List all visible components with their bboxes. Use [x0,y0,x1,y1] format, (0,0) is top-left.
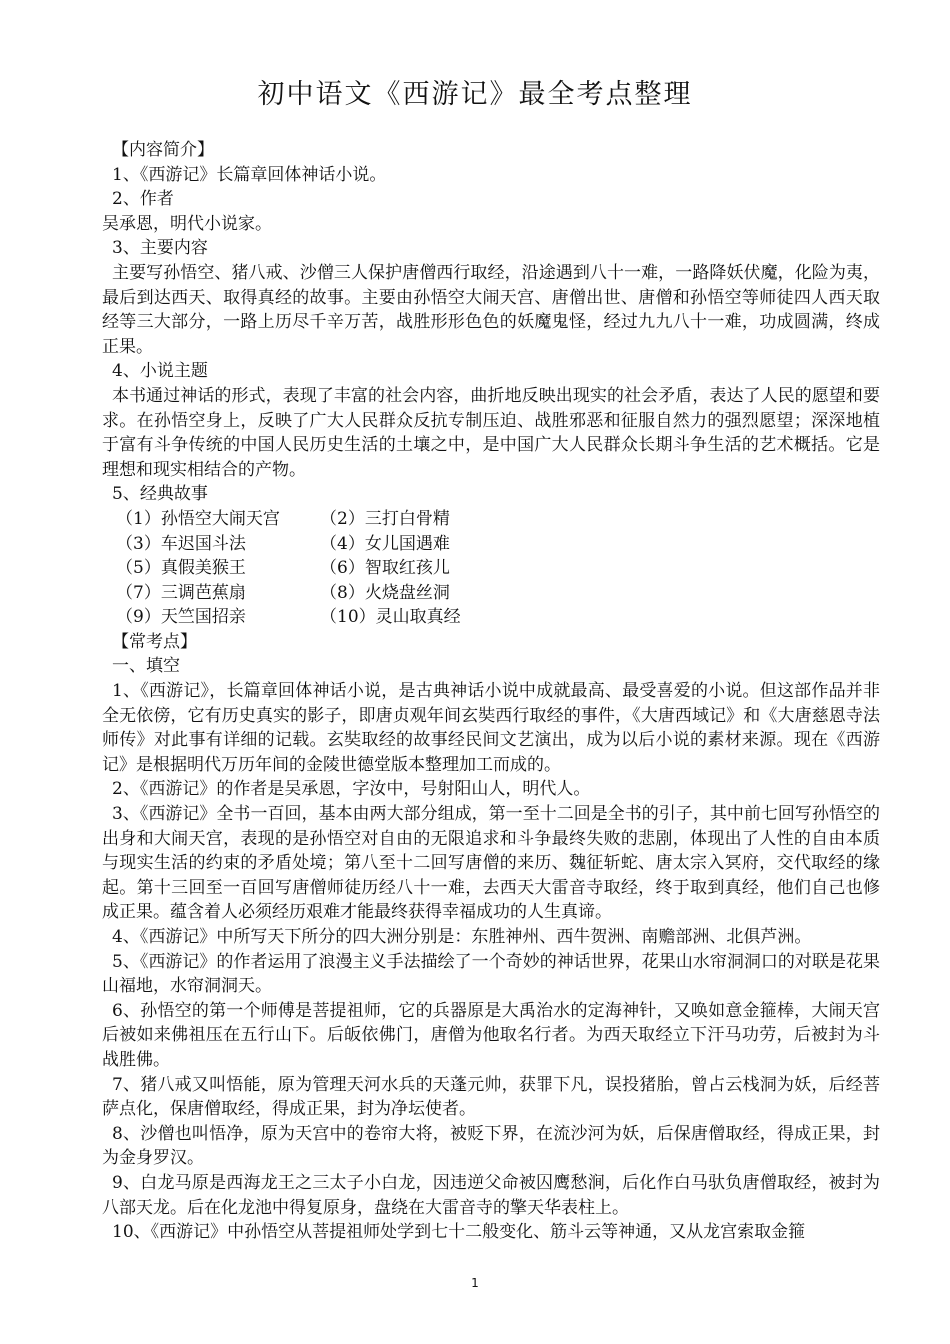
page-title: 初中语文《西游记》最全考点整理 [257,79,693,110]
story-row [102,605,880,630]
points-header: 【常考点】 [112,631,197,652]
story-item: （10）灵山取真经 [320,607,461,628]
point-paragraph: 6、孙悟空的第一个师傅是菩提祖师，它的兵器原是大禹治水的定海神针，又唤如意金箍棒，大闹天宫后被如来佛祖压在五行山下。后皈依佛门，唐僧为他取名行者。为西天取经立下汗马功劳，后被封为斗战胜佛。 [102,1000,880,1070]
point-paragraph: 3、《西游记》全书一百回，基本由两大部分组成，第一至十二回是全书的引子，其中前七回写孙悟空的出身和大闹天宫，表现的是孙悟空对自由的无限追求和斗争最终失败的悲剧，体现出了人性的自由本质与现实生活的约束的矛盾处境；第八至十二回写唐僧的来历、魏征斩蛇、唐太宗入冥府，交代取经的缘起。第十三回至一百回写唐僧师徒历经八十一难，去西天大雷音寺取经，终于取到真经，他们自己也修成正果。蕴含着人必须经历艰难才能最终获得幸福成功的人生真谛。 [102,804,880,923]
point-paragraph: 8、沙僧也叫悟净，原为天宫中的卷帘大将，被贬下界，在流沙河为妖，后保唐僧取经，得成正果，封为金身罗汉。 [102,1123,880,1169]
page-number: 1 [471,1276,479,1290]
story-item: （9）天竺国招亲 [116,607,246,628]
story-item: （4）女儿国遇难 [320,533,450,554]
point-paragraph: 1、《西游记》，长篇章回体神话小说，是古典神话小说中成就最高、最受喜爱的小说。但这部作品并非全无依傍，它有历史真实的影子，即唐贞观年间玄奘西行取经的事件，《大唐西域记》和《大唐慈恩寺法师传》对此事有详细的记载。玄奘取经的故事经民间文艺演出，成为以后小说的素材来源。现在《西游记》是根据明代万历年间的金陵世德堂版本整理加工而成的。 [102,681,880,775]
story-item: （2）三打白骨精 [320,508,450,529]
story-row [102,581,880,606]
story-row [102,507,880,532]
intro-item-3-text: 主要写孙悟空、猪八戒、沙僧三人保护唐僧西行取经，沿途遇到八十一难，一路降妖伏魔，化险为夷，最后到达西天、取得真经的故事。主要由孙悟空大闹天宫、唐僧出世、唐僧和孙悟空等师徒四人西天取经等三大部分，一路上历尽千辛万苦，战胜形形色色的妖魔鬼怪，经过九九八十一难，功成圆满，终成正果。 [102,262,880,357]
point-paragraph: 5、《西游记》的作者运用了浪漫主义手法描绘了一个奇妙的神话世界，花果山水帘洞洞口的对联是花果山福地，水帘洞洞天。 [102,951,880,997]
point-paragraph: 7、猪八戒又叫悟能，原为管理天河水兵的天蓬元帅，获罪下凡，误投猪胎，曾占云栈洞为妖，后经菩萨点化，保唐僧取经，得成正果，封为净坛使者。 [102,1074,880,1120]
intro-item-2-text: 吴承恩，明代小说家。 [102,213,272,234]
point-paragraph: 10、《西游记》中孙悟空从菩提祖师处学到七十二般变化、筋斗云等神通，又从龙宫索取金箍 [112,1222,806,1243]
story-item: （5）真假美猴王 [116,558,246,579]
intro-item-4-text: 本书通过神话的形式，表现了丰富的社会内容，曲折地反映出现实的社会矛盾，表达了人民的愿望和要求。在孙悟空身上，反映了广大人民群众反抗专制压迫、战胜邪恶和征服自然力的强烈愿望；深深地植于富有斗争传统的中国人民历史生活的土壤之中，是中国广大人民群众长期斗争生活的艺术概括。它是理想和现实相结合的产物。 [102,385,880,480]
intro-item-4-label: 4、小说主题 [112,361,208,382]
intro-item-5-label: 5、经典故事 [112,484,208,505]
point-paragraph: 2、《西游记》的作者是吴承恩，字汝中，号射阳山人，明代人。 [112,779,591,800]
intro-item-2-label: 2、作者 [112,189,174,210]
story-item: （8）火烧盘丝洞 [320,582,450,603]
story-row [102,556,880,581]
story-list [102,507,880,630]
intro-item-1: 1、《西游记》长篇章回体神话小说。 [112,164,387,185]
intro-header: 【内容简介】 [112,140,214,160]
point-paragraph: 9、白龙马原是西海龙王之三太子小白龙，因违逆父命被囚鹰愁涧，后化作白马驮负唐僧取经，被封为八部天龙。后在化龙池中得复原身，盘绕在大雷音寺的擎天华表柱上。 [102,1172,880,1218]
story-item: （7）三调芭蕉扇 [116,582,246,603]
intro-item-3-label: 3、主要内容 [112,238,208,259]
story-item: （3）车迟国斗法 [116,533,246,554]
story-row [102,532,880,557]
story-item: （6）智取红孩儿 [320,558,450,579]
document-body [102,138,880,1245]
point-paragraph: 4、《西游记》中所写天下所分的四大洲分别是：东胜神州、西牛贺洲、南赡部洲、北俱芦洲。 [112,927,812,947]
story-item: （1）孙悟空大闹天宫 [116,508,280,529]
section-fill-blank: 一、填空 [112,656,180,677]
